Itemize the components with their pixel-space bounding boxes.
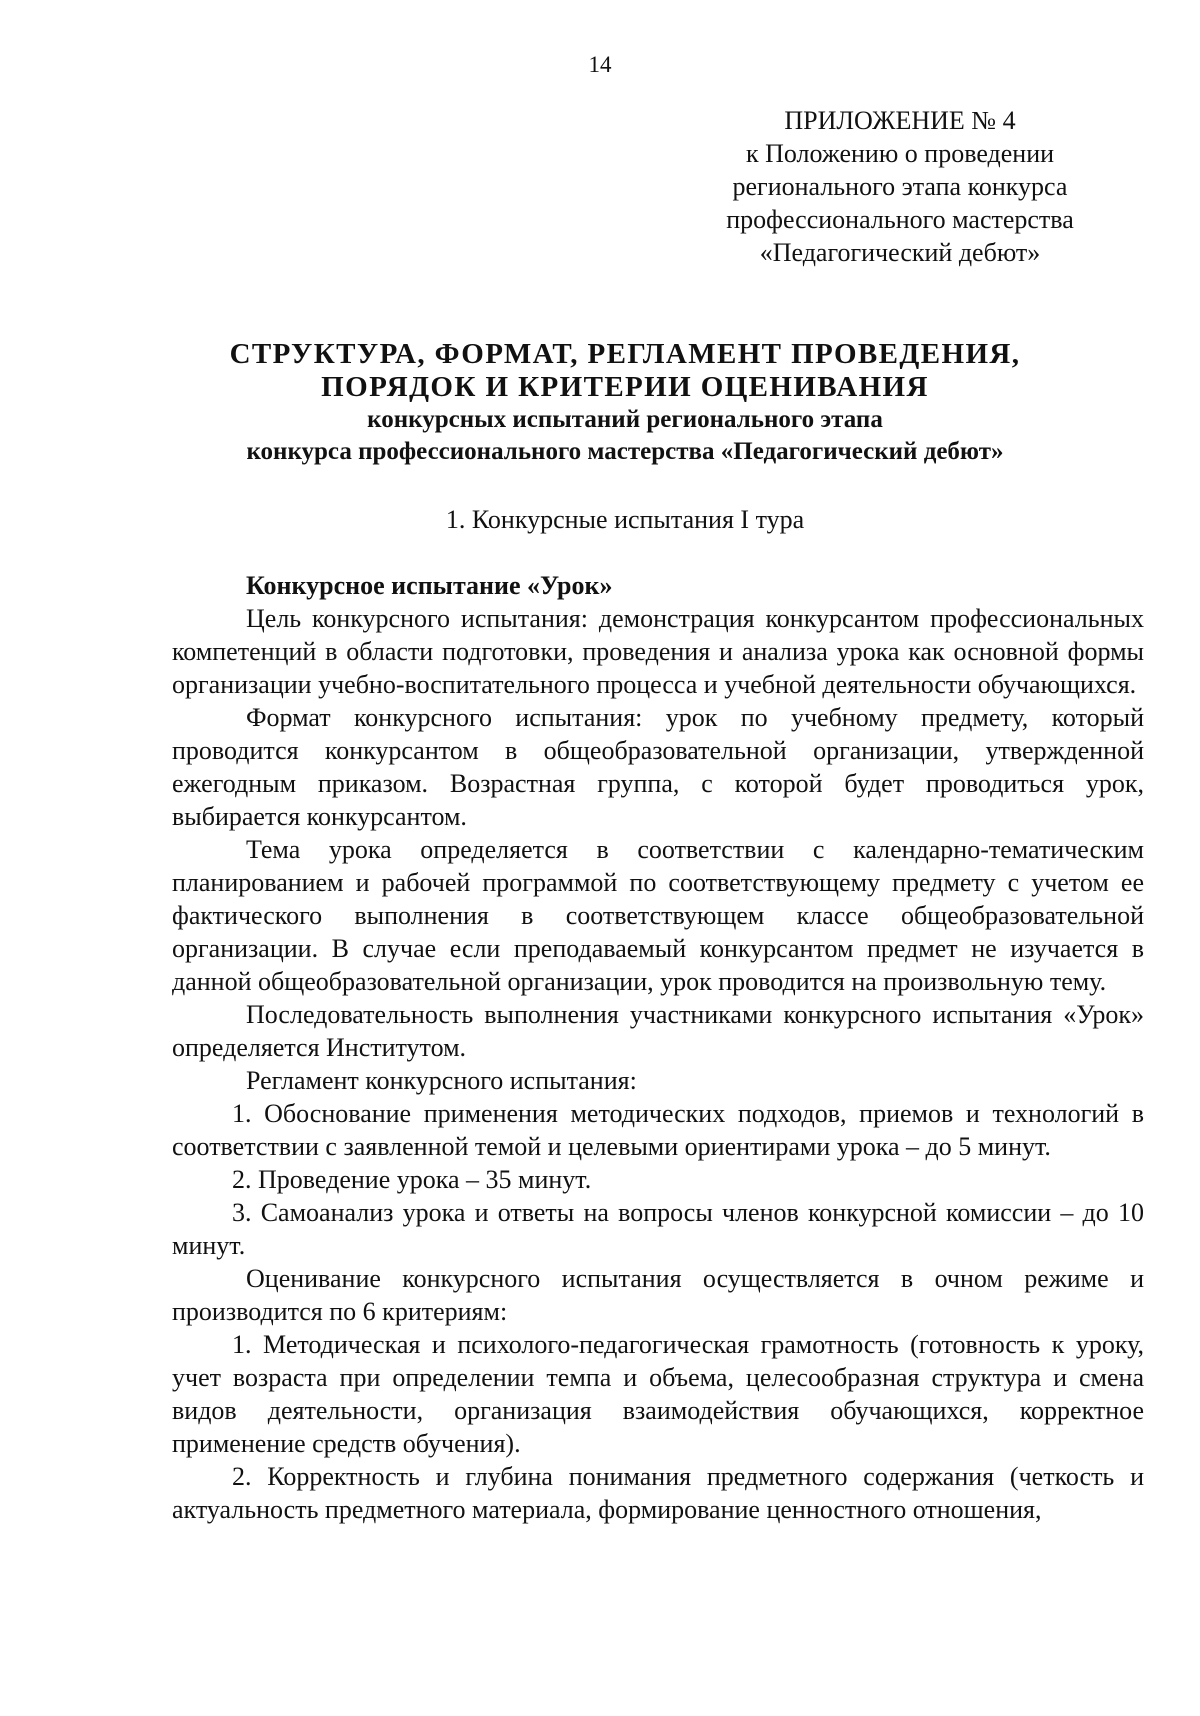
regulation-item-2: 2. Проведение урока – 35 минут. [232,1165,592,1194]
appendix-line: профессионального мастерства [726,205,1074,234]
title-line-2: ПОРЯДОК И КРИТЕРИИ ОЦЕНИВАНИЯ [321,371,929,403]
subtitle-line-2: конкурса профессионального мастерства «Педагогический дебют» [246,438,1004,465]
appendix-line: регионального этапа конкурса [732,172,1068,201]
paragraph-format: Формат конкурсного испытания: урок по учебному предмету, который проводится конкурсантом в общеобразовательной организации, утвержденной ежегодным приказом. Возрастная группа, с которой будет проводиться урок, выбирается конкурсантом. [172,703,1144,831]
appendix-line: «Педагогический дебют» [759,238,1041,267]
regulation-item-1: 1. Обоснование применения методических подходов, приемов и технологий в соответствии с заявленной темой и целевыми ориентирами урока – до 5 минут. [172,1099,1144,1161]
paragraph-topic: Тема урока определяется в соответствии с календарно-тематическим планированием и рабочей программой по соответствующему предмету с учетом ее фактического выполнения в соответствующем классе общеобразовательной организации. В случае если преподаваемый конкурсантом предмет не изучается в данной общеобразовательной организации, урок проводится на произвольную тему. [172,835,1144,996]
paragraph-regulation-intro: Регламент конкурсного испытания: [246,1066,637,1095]
page-number: 14 [588,52,612,77]
section-heading: 1. Конкурсные испытания I тура [445,505,805,534]
paragraph-evaluation-intro: Оценивание конкурсного испытания осуществляется в очном режиме и производится по 6 критериям: [172,1264,1144,1326]
criterion-item-2: 2. Корректность и глубина понимания предметного содержания (четкость и актуальность предметного материала, формирование ценностного отношения, [172,1462,1144,1524]
document-title [0,338,1200,468]
document-body [172,569,1144,1526]
appendix-header [700,104,1100,269]
appendix-line: к Положению о проведении [745,139,1055,168]
test-title: Конкурсное испытание «Урок» [246,571,613,600]
criterion-item-1: 1. Методическая и психолого-педагогическая грамотность (готовность к уроку, учет возраста при определении темпа и объема, целесообразная структура и смена видов деятельности, организация взаимодействия обучающихся, корректное применение средств обучения). [172,1330,1144,1458]
paragraph-sequence: Последовательность выполнения участниками конкурсного испытания «Урок» определяется Институтом. [172,1000,1144,1062]
appendix-label: ПРИЛОЖЕНИЕ № 4 [784,106,1016,135]
regulation-item-3: 3. Самоанализ урока и ответы на вопросы членов конкурсной комиссии – до 10 минут. [172,1198,1144,1260]
title-line-1: СТРУКТУРА, ФОРМАТ, РЕГЛАМЕНТ ПРОВЕДЕНИЯ, [229,338,1021,370]
paragraph-goal: Цель конкурсного испытания: демонстрация конкурсантом профессиональных компетенций в области подготовки, проведения и анализа урока как основной формы организации учебно-воспитательного процесса и учебной деятельности обучающихся. [172,604,1144,699]
subtitle-line-1: конкурсных испытаний регионального этапа [367,406,883,433]
